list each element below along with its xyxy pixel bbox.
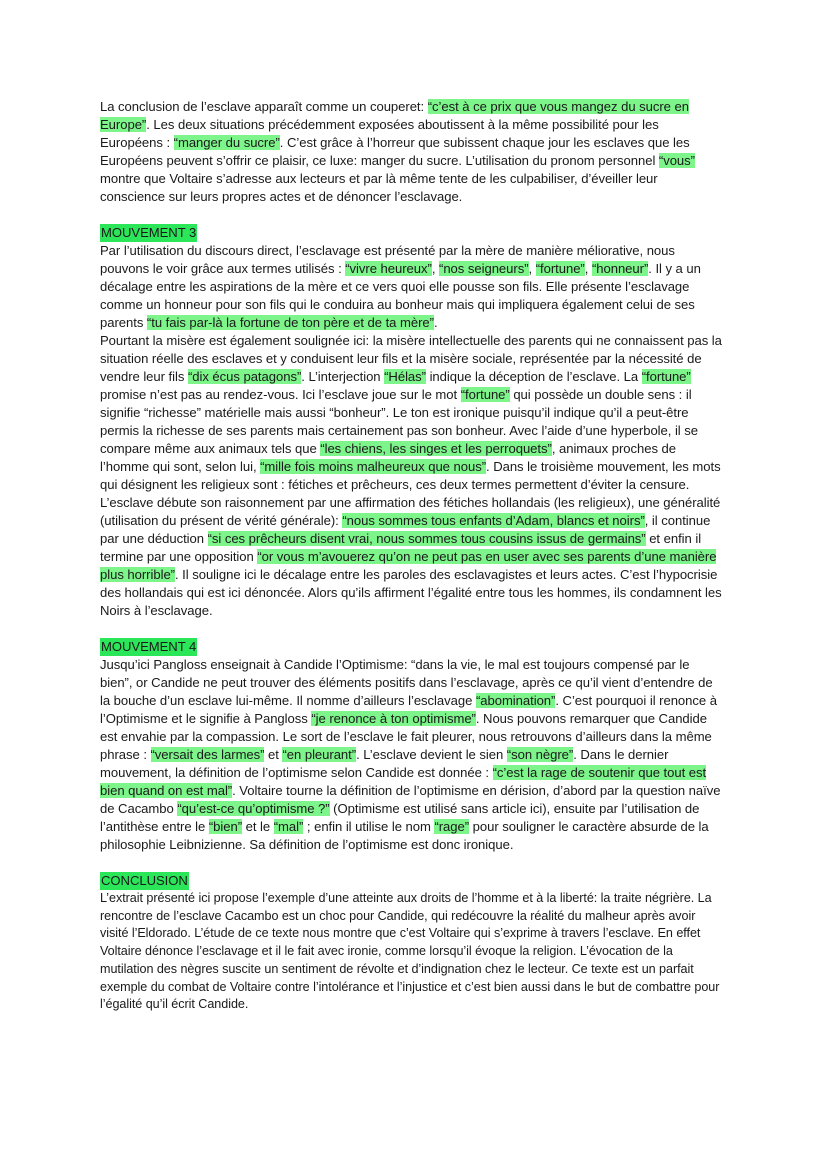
text-run: ,	[431, 261, 440, 276]
highlighted-quote: “c’est à ce prix que vous mangez du sucre en Europe”	[100, 99, 689, 132]
text-run: L’extrait présenté ici propose l’exemple d’une atteinte aux droits de l’homme et à la liberté: la traite négrière. La rencontre de l’esclave Cacambo est un choc pour Candide, qui redécouvre la réalité du malheur après avoir visité l’Eldorado. L’étude de ce texte nous montre que c’est Voltaire qui s’exprime à travers l’esclave. En effet Voltaire dénonce l’esclavage et il le fait avec ironie, comme lorsqu’il évoque la religion. L’évocation de la mutilation des nègres suscite un sentiment de révolte et d’indignation chez le lecteur. Ce texte est un parfait exemple du combat de Voltaire contre l’intolérance et l’injustice et c’est bien aussi dans le but de combattre pour l’égalité qu’il écrit Candide.	[100, 891, 720, 1012]
highlighted-quote: “vous”	[658, 153, 695, 168]
highlighted-quote: “dix écus patagons”	[187, 369, 302, 384]
highlighted-quote: “mille fois moins malheureux que nous”	[260, 459, 487, 474]
highlighted-quote: “je renonce à ton optimisme”	[311, 711, 476, 726]
highlighted-quote: “tu fais par-là la fortune de ton père et de ta mère”	[146, 315, 434, 330]
text-run: montre que Voltaire s’adresse aux lecteurs et par là même tente de les culpabiliser, d’éveiller leur conscience sur leurs propres actes et de dénoncer l’esclavage.	[100, 171, 658, 204]
highlighted-quote: “vivre heureux”	[345, 261, 432, 276]
document-page	[100, 98, 722, 1014]
highlighted-quote: “qu’est-ce qu’optimisme ?”	[177, 801, 330, 816]
text-run: ,	[528, 261, 536, 276]
paragraph-mouvement-3	[100, 242, 722, 620]
highlighted-quote: “c’est la rage de soutenir que tout est bien quand on est mal”	[100, 765, 707, 798]
highlighted-quote: “si ces prêcheurs disent vrai, nous sommes tous cousins issus de germains”	[207, 531, 646, 546]
text-run: et	[264, 747, 283, 762]
text-run: (Optimisme est utilisé sans article ici), ensuite par l’utilisation de l’antithèse entre le	[100, 801, 700, 834]
highlighted-quote: “honneur”	[591, 261, 649, 276]
text-run: . Nous pouvons remarquer que Candide est envahie par la compassion. Le sort de l’esclave le fait pleurer, nous retrouvons d’ailleurs dans la même phrase :	[100, 711, 712, 762]
highlighted-quote: “en pleurant”	[282, 747, 357, 762]
highlighted-quote: “son nègre”	[506, 747, 574, 762]
text-run: Par l’utilisation du discours direct, l’esclavage est présenté par la mère de manière méliorative, nous pouvons le voir grâce aux termes utilisés :	[100, 243, 675, 276]
highlighted-quote: “bien”	[208, 819, 243, 834]
section-heading-conclusion	[100, 872, 722, 890]
highlighted-quote: “or vous m’avouerez qu’on ne peut pas en user avec ses parents d’une manière plus horrible”	[100, 549, 717, 582]
text-run: , animaux proches de l’homme qui sont, selon lui,	[100, 441, 677, 474]
text-run: .	[433, 315, 438, 330]
text-run: La conclusion de l’esclave apparaît comme un couperet:	[100, 99, 428, 114]
text-run: . Les deux situations précédemment exposées aboutissent à la même possibilité pour les Européens :	[100, 117, 659, 150]
highlighted-quote: “versait des larmes”	[150, 747, 265, 762]
text-run: . C’est grâce à l’horreur que subissent chaque jour les esclaves que les Européens peuvent s’offrir ce plaisir, ce luxe: manger du sucre. L’utilisation du pronom personnel	[100, 135, 690, 168]
text-run: , il continue par une déduction	[100, 513, 711, 546]
text-run: Pourtant la misère est également soulignée ici: la misère intellectuelle des parents qui ne connaissent pas la situation réelle des esclaves et y conduisent leur fils et la misère sociale, représentée par la nécessité de vendre leur fils	[100, 333, 722, 384]
highlighted-quote: “les chiens, les singes et les perroquets”	[320, 441, 552, 456]
paragraph-conclusion-esclave	[100, 98, 722, 206]
highlighted-quote: “nos seigneurs”	[439, 261, 529, 276]
highlighted-quote: “rage”	[434, 819, 470, 834]
highlighted-quote: “fortune”	[641, 369, 691, 384]
text-run: indique la déception de l’esclave. La	[425, 369, 642, 384]
heading-conclusion: CONCLUSION	[101, 873, 188, 888]
paragraph-conclusion	[100, 890, 722, 1014]
text-run: promise n’est pas au rendez-vous. Ici l’esclave joue sur le mot	[100, 387, 461, 402]
highlighted-quote: “abomination”	[475, 693, 556, 708]
text-run: et enfin il termine par une opposition	[100, 531, 702, 564]
highlighted-quote: “Hélas”	[384, 369, 426, 384]
text-run: ; enfin il utilise le nom	[303, 819, 435, 834]
text-run: . Voltaire tourne la définition de l’optimisme en dérision, d’abord par la question naïve de Cacambo	[100, 783, 721, 816]
section-heading-mouvement-3	[100, 224, 722, 242]
paragraph-gap	[100, 620, 722, 638]
text-run: qui possède un double sens : il signifie “richesse” matérielle mais aussi “bonheur”. Le ton est ironique puisqu’il indique qu’il a peut-être permis la richesse de ses parents mais certainement pas son bonheur. Avec l’aide d’une hyperbole, il se compare même aux animaux tels que	[100, 387, 698, 456]
text-run: et le	[242, 819, 274, 834]
text-run: . L’esclave devient le sien	[356, 747, 507, 762]
text-run: . Il souligne ici le décalage entre les paroles des esclavagistes et leurs actes. C’est l’hypocrisie des hollandais qui est ici dénoncée. Alors qu’ils affirment l’égalité entre tous les hommes, ils condamnent les Noirs à l’esclavage.	[100, 567, 722, 618]
text-run: . L’interjection	[301, 369, 385, 384]
text-run: Jusqu’ici Pangloss enseignait à Candide l’Optimisme: “dans la vie, le mal est toujours compensé par le bien”, or Candide ne peut trouver des éléments positifs dans l’esclavage, après ce qu’il vient d’entendre de la bouche d’un esclave lui-même. Il nomme d’ailleurs l’esclavage	[100, 657, 713, 708]
heading-mouvement-4: MOUVEMENT 4	[101, 639, 197, 654]
section-heading-mouvement-4	[100, 638, 722, 656]
highlighted-quote: “nous sommes tous enfants d’Adam, blancs et noirs”	[342, 513, 645, 528]
highlighted-quote: “manger du sucre”	[173, 135, 280, 150]
heading-mouvement-3: MOUVEMENT 3	[101, 225, 197, 240]
highlighted-quote: “mal”	[273, 819, 304, 834]
paragraph-gap	[100, 854, 722, 872]
paragraph-mouvement-4	[100, 656, 722, 854]
paragraph-gap	[100, 206, 722, 224]
text-run: ,	[584, 261, 592, 276]
text-run: . Dans le dernier mouvement, la définition de l’optimisme selon Candide est donnée :	[100, 747, 669, 780]
text-run: . Il y a un décalage entre les aspirations de la mère et ce vers quoi elle pousse son fils. Elle présente l’esclavage comme un honneur pour son fils qui le conduira au bonheur mais qui impliquera également celui de ses parents	[100, 261, 701, 330]
highlighted-quote: “fortune”	[535, 261, 585, 276]
text-run: . Dans le troisième mouvement, les mots qui désignent les religieux sont : fétiches et prêcheurs, ces deux termes permettent d’éviter la censure. L’esclave débute son raisonnement par une affirmation des fétiches hollandais (les religieux), une généralité (utilisation du présent de vérité générale):	[100, 459, 721, 528]
text-run: pour souligner le caractère absurde de la philosophie Leibnizienne. Sa définition de l’optimisme est donc ironique.	[100, 819, 709, 852]
highlighted-quote: “fortune”	[460, 387, 510, 402]
text-run: . C’est pourquoi il renonce à l’Optimisme et le signifie à Pangloss	[100, 693, 717, 726]
